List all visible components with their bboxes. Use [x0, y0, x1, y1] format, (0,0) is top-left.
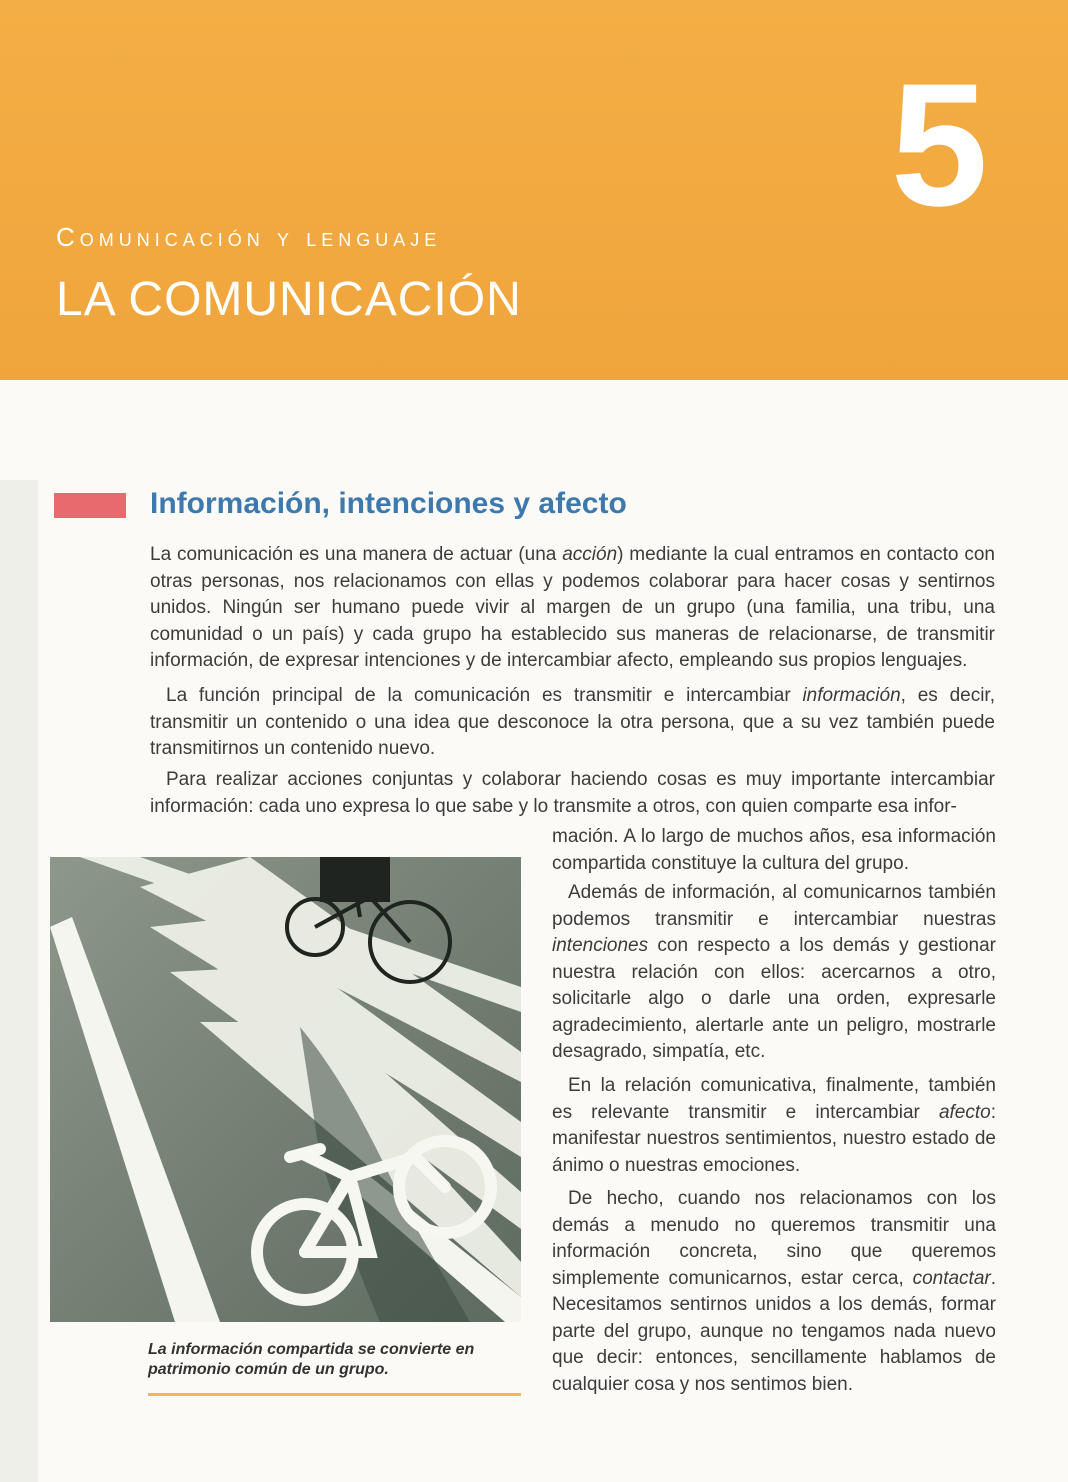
section-kicker: Comunicación y lenguaje: [56, 222, 442, 252]
caption-rule: [148, 1393, 521, 1396]
body-paragraph: Además de información, al comunicarnos también podemos transmitir e intercambiar nuestras intenciones con respecto a los demás y gestionar nuestra relación con ellos: acercarnos a otro, solicitarle algo o darle una orden, expresarle agradecimiento, alertarle ante un peligro, mostrarle desagrado, simpatía, etc.: [552, 882, 996, 1062]
heading-accent-bar: [54, 493, 126, 518]
chapter-number: 5: [890, 48, 988, 243]
figure-caption: La información compartida se convierte en patrimonio común de un grupo.: [148, 1341, 475, 1378]
body-paragraph: De hecho, cuando nos relacionamos con los demás a menudo no queremos transmitir una información concreta, sino que queremos simplemente comunicarnos, estar cerca, contactar. Necesitamos sentirnos unidos a los demás, formar parte del grupo, aunque no tengamos nada nuevo que decir: entonces, sencillamente hablamos de cualquier cosa y nos sentimos bien.: [552, 1188, 996, 1395]
body-paragraph: En la relación comunicativa, finalmente, también es relevante transmitir e intercambiar afecto: manifestar nuestros sentimientos, nuestro estado de ánimo o nuestras emociones.: [552, 1075, 996, 1176]
body-paragraph: mación. A lo largo de muchos años, esa información compartida constituye la cultura del grupo.: [552, 826, 996, 874]
body-paragraph: La comunicación es una manera de actuar (una acción) mediante la cual entramos en contacto con otras personas, nos relacionamos con ellas y podemos colaborar para hacer cosas y sentirnos unidos. Ningún ser humano puede vivir al margen de un grupo (una familia, una tribu, una comunidad o un país) y cada grupo ha establecido sus maneras de relacionarse, de transmitir información, de expresar intenciones y de intercambiar afecto, empleando sus propios lenguajes.: [150, 544, 995, 671]
body-paragraph: Para realizar acciones conjuntas y colaborar haciendo cosas es muy importante intercambiar información: cada uno expresa lo que sabe y lo transmite a otros, con quien comparte esa infor-: [150, 769, 995, 817]
chapter-banner: [0, 0, 1068, 380]
margin-strip: [0, 480, 38, 1482]
body-paragraph: La función principal de la comunicación es transmitir e intercambiar información, es decir, transmitir un contenido o una idea que desconoce la otra persona, que a su vez también puede transmitirnos un contenido nuevo.: [150, 685, 995, 759]
section-heading: Información, intenciones y afecto: [150, 487, 627, 520]
bicycle-lane-photo: [50, 857, 521, 1322]
page-title: LA COMUNICACIÓN: [56, 273, 522, 326]
